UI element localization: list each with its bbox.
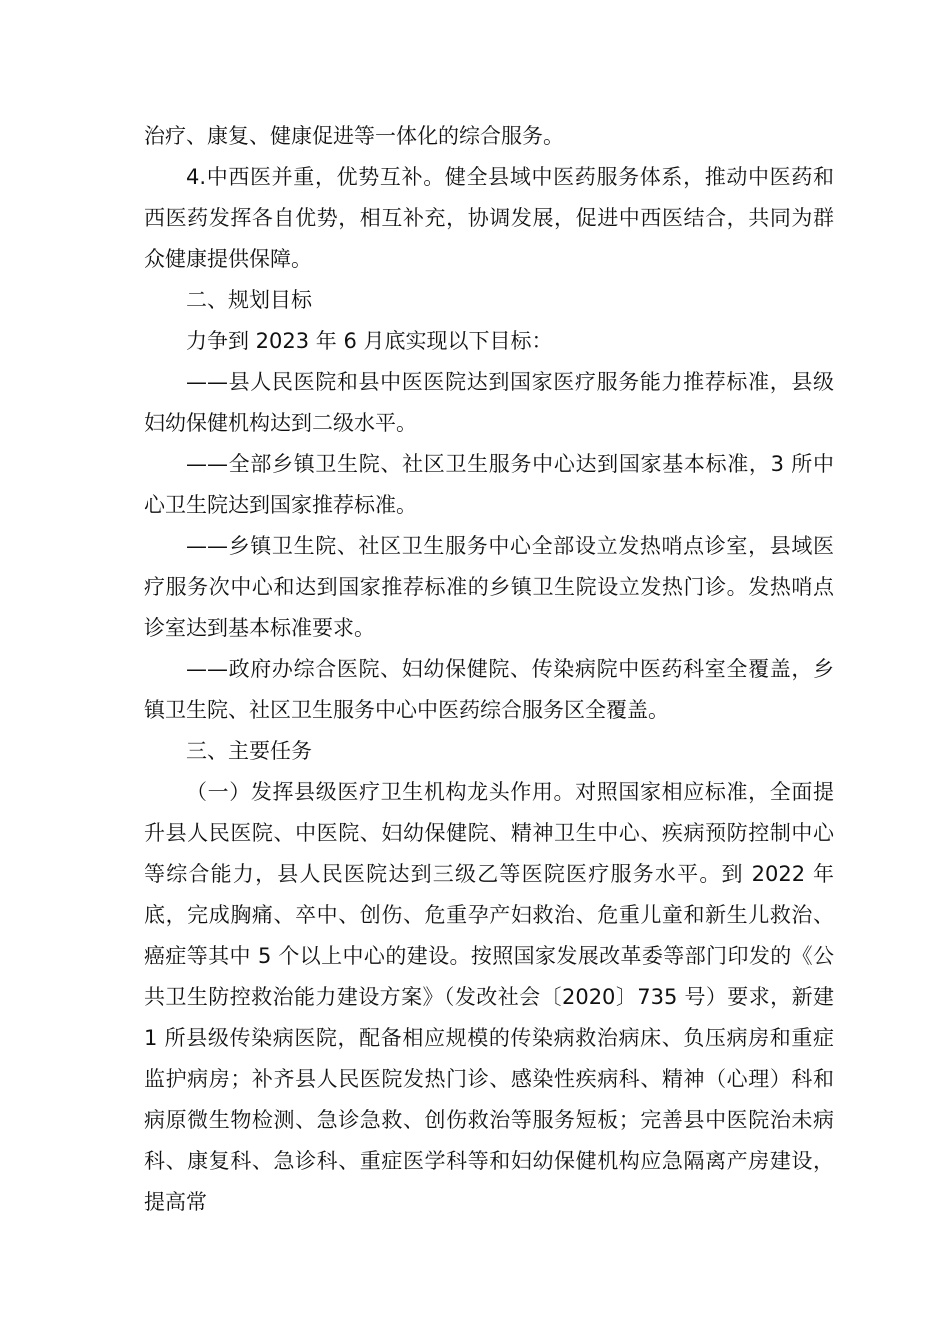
document-body: [144, 116, 834, 1223]
paragraph-2: 4.中西医并重，优势互补。健全县域中医药服务体系，推动中医药和西医药发挥各自优势，相互补充，协调发展，促进中西医结合，共同为群众健康提供保障。: [144, 165, 834, 271]
section-heading-main-tasks: 三、主要任务: [186, 739, 312, 763]
section-heading-planning-goals: 二、规划目标: [186, 288, 312, 312]
paragraph-goal-2: ——全部乡镇卫生院、社区卫生服务中心达到国家基本标准，3 所中心卫生院达到国家推荐标准。: [144, 452, 834, 517]
paragraph-goal-4: ——政府办综合医院、妇幼保健院、传染病院中医药科室全覆盖，乡镇卫生院、社区卫生服务中心中医药综合服务区全覆盖。: [144, 657, 834, 722]
paragraph-task-1: （一）发挥县级医疗卫生机构龙头作用。对照国家相应标准，全面提升县人民医院、中医院、妇幼保健院、精神卫生中心、疾病预防控制中心等综合能力，县人民医院达到三级乙等医院医疗服务水平。到 2022 年底，完成胸痛、卒中、创伤、危重孕产妇救治、危重儿童和新生儿救治、癌症等其中 5 个以上中心的建设。按照国家发展改革委等部门印发的《公共卫生防控救治能力建设方案》（发改社会〔2020〕735 号）要求，新建 1 所县级传染病医院，配备相应规模的传染病救治病床、负压病房和重症监护病房；补齐县人民医院发热门诊、感染性疾病科、精神（心理）科和病原微生物检测、急诊急救、创伤救治等服务短板；完善县中医院治未病科、康复科、急诊科、重症医学科等和妇幼保健机构应急隔离产房建设，提高常: [144, 780, 834, 1214]
paragraph-goal-1: ——县人民医院和县中医医院达到国家医疗服务能力推荐标准，县级妇幼保健机构达到二级水平。: [144, 370, 834, 435]
paragraph-1: 治疗、康复、健康促进等一体化的综合服务。: [144, 124, 564, 148]
paragraph-goal-intro: 力争到 2023 年 6 月底实现以下目标：: [186, 329, 553, 353]
paragraph-goal-3: ——乡镇卫生院、社区卫生服务中心全部设立发热哨点诊室，县域医疗服务次中心和达到国家推荐标准的乡镇卫生院设立发热门诊。发热哨点诊室达到基本标准要求。: [144, 534, 834, 640]
